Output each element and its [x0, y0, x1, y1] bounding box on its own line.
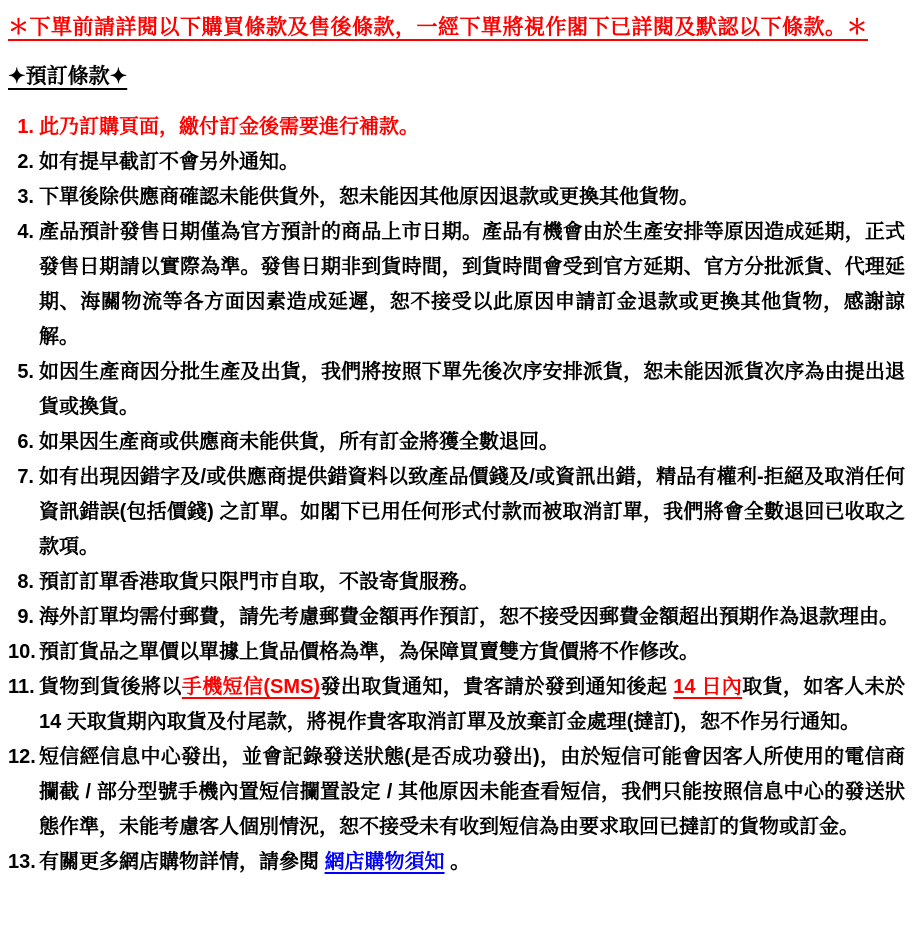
term-number: 10. — [8, 641, 36, 663]
term-item-6 — [8, 425, 905, 460]
term-item-4 — [8, 215, 905, 355]
term-number: 7. — [17, 466, 34, 488]
pre-order-warning-header: ＊下單前請詳閱以下購買條款及售後條款，一經下單將視作閣下已詳閱及默認以下條款。＊ — [8, 16, 868, 39]
sms-notice-highlight: 手機短信(SMS) — [181, 676, 321, 698]
term-text: 如果因生產商或供應商未能供貨，所有訂金將獲全數退回。 — [39, 431, 559, 453]
term-text: 此乃訂購頁面，繳付訂金後需要進行補款。 — [39, 116, 419, 138]
term-text: 海外訂單均需付郵費，請先考慮郵費金額再作預訂，恕不接受因郵費金額超出預期作為退款理由。 — [39, 606, 899, 628]
term-text: 如因生產商因分批生產及出貨，我們將按照下單先後次序安排派貨，恕未能因派貨次序為由提出退貨或換貨。 — [39, 361, 905, 418]
term-item-11 — [8, 670, 905, 740]
term-item-10 — [8, 635, 905, 670]
term-text-segment: 貨物到貨後將以 — [39, 676, 182, 698]
term-number: 6. — [17, 431, 34, 453]
term-text: 預訂訂單香港取貨只限門市自取，不設寄貨服務。 — [39, 571, 479, 593]
term-number: 1. — [17, 116, 34, 138]
term-text: 如有提早截訂不會另外通知。 — [39, 151, 299, 173]
term-text-segment: 有關更多網店購物詳情，請參閱 — [39, 851, 325, 873]
term-number: 2. — [17, 151, 34, 173]
term-item-3 — [8, 180, 905, 215]
pickup-deadline-highlight: 14 日內 — [673, 676, 743, 698]
section-title-preorder-terms: ✦預訂條款✦ — [8, 65, 128, 88]
term-number: 13. — [8, 851, 36, 873]
term-item-1 — [8, 110, 905, 145]
term-item-13 — [8, 845, 905, 880]
store-shopping-notice-link[interactable]: 網店購物須知 — [324, 851, 445, 873]
term-number: 3. — [17, 186, 34, 208]
term-text: 如有出現因錯字及/或供應商提供錯資料以致產品價錢及/或資訊出錯，精品有權利-拒絕及取消任何資訊錯誤(包括價錢) 之訂單。如閣下已用任何形式付款而被取消訂單，我們將會全數退回已收取之款項。 — [39, 466, 905, 558]
term-text-segment: 。 — [444, 851, 471, 873]
term-item-8 — [8, 565, 905, 600]
term-text — [39, 670, 905, 740]
term-number: 9. — [17, 606, 34, 628]
term-number: 12. — [8, 746, 36, 768]
term-text: 下單後除供應商確認未能供貨外，恕未能因其他原因退款或更換其他貨物。 — [39, 186, 699, 208]
term-text: 產品預計發售日期僅為官方預計的商品上市日期。產品有機會由於生產安排等原因造成延期，正式發售日期請以實際為準。發售日期非到貨時間，到貨時間會受到官方延期、官方分批派貨、代理延期、海關物流等各方面因素造成延遲，恕不接受以此原因申請訂金退款或更換其他貨物，感謝諒解。 — [39, 221, 905, 348]
term-text-segment: 取貨，如客人未於 14 天取貨期內取貨及付尾款，將視作貴客取消訂單及放棄訂金處理(撻訂)，恕不作另行通知。 — [39, 676, 905, 733]
term-item-2 — [8, 145, 905, 180]
term-item-12 — [8, 740, 905, 845]
term-number: 8. — [17, 571, 34, 593]
term-number: 5. — [17, 361, 34, 383]
term-item-5 — [8, 355, 905, 425]
term-text: 短信經信息中心發出，並會記錄發送狀態(是否成功發出)，由於短信可能會因客人所使用的電信商攔截 / 部分型號手機內置短信攔置設定 / 其他原因未能查看短信，我們只能按照信息中心的發送狀態作準，未能考慮客人個別情況，恕不接受未有收到短信為由要求取回已撻訂的貨物或訂金。 — [39, 746, 905, 838]
term-text: 預訂貨品之單價以單據上貨品價格為準，為保障買賣雙方貨價將不作修改。 — [39, 641, 699, 663]
term-number: 4. — [17, 221, 34, 243]
terms-list — [8, 110, 905, 880]
term-text — [39, 845, 905, 880]
term-text-segment: 發出取貨通知，貴客請於發到通知後起 — [320, 676, 674, 698]
term-item-9 — [8, 600, 905, 635]
term-number: 11. — [8, 676, 35, 698]
term-item-7 — [8, 460, 905, 565]
